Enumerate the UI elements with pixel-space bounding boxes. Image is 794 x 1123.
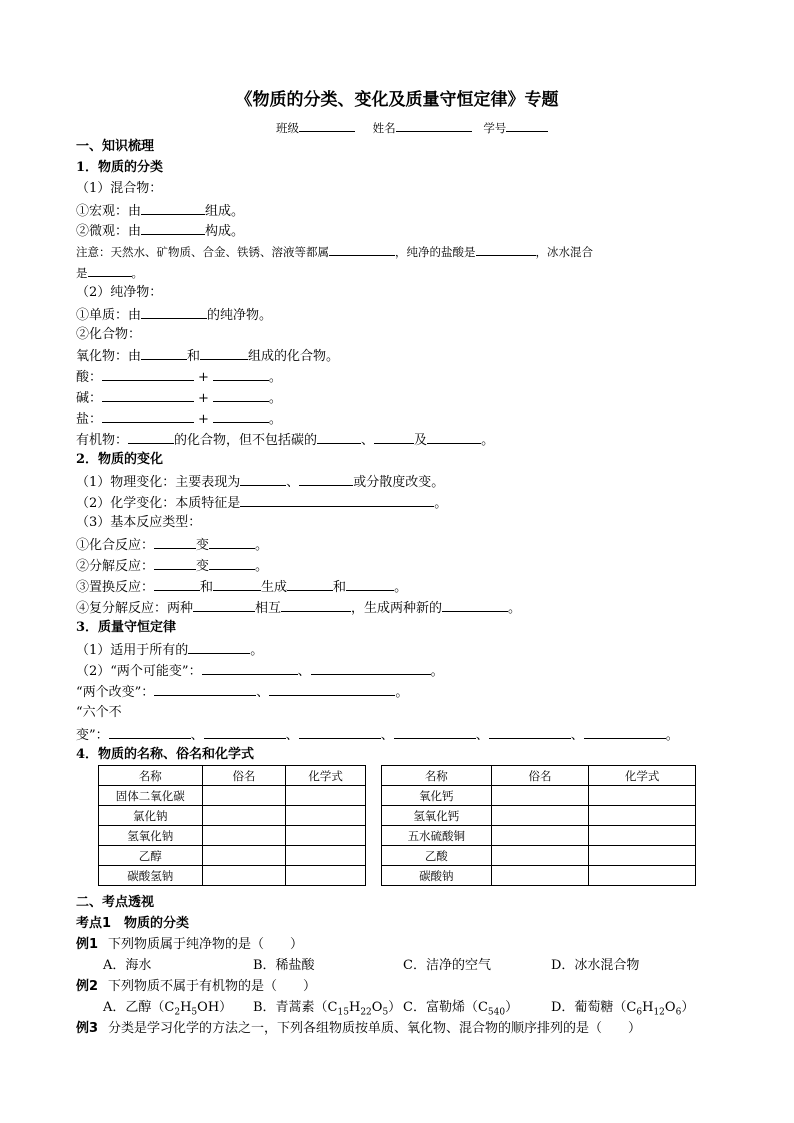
mixture-label: （1）混合物： bbox=[76, 181, 163, 196]
number-blank[interactable] bbox=[506, 119, 548, 132]
table-row bbox=[99, 826, 366, 846]
subheading-classification: 1．物质的分类 bbox=[76, 160, 164, 175]
substance-name: 乙醇 bbox=[99, 846, 203, 866]
blank[interactable] bbox=[299, 473, 353, 486]
blank[interactable] bbox=[281, 599, 351, 612]
blank[interactable] bbox=[476, 243, 536, 256]
blank[interactable] bbox=[240, 473, 286, 486]
blank[interactable] bbox=[141, 222, 205, 235]
blank[interactable] bbox=[102, 368, 194, 381]
substance-name: 固体二氧化碳 bbox=[99, 786, 203, 806]
note-line-2: 是 。 bbox=[76, 266, 143, 280]
note-line: 注意：天然水、矿物质、合金、铁锈、溶液等都属 ，纯净的盐酸是 ，冰水混合 bbox=[76, 245, 593, 259]
acid-line: 酸： + 。 bbox=[76, 370, 282, 385]
blank[interactable] bbox=[141, 202, 205, 215]
formula-cell[interactable] bbox=[589, 786, 696, 806]
blank[interactable] bbox=[374, 431, 414, 444]
formula-cell[interactable] bbox=[589, 846, 696, 866]
substance-name: 碳酸钠 bbox=[382, 866, 492, 886]
names-table-left bbox=[98, 765, 366, 886]
blank[interactable] bbox=[213, 389, 269, 402]
blank[interactable] bbox=[154, 578, 200, 591]
blank[interactable] bbox=[128, 431, 174, 444]
common-name-cell[interactable] bbox=[491, 866, 589, 886]
common-name-cell[interactable] bbox=[491, 806, 589, 826]
law-unchanged-line: 变”： 、 、 、 、 、 。 bbox=[76, 728, 679, 743]
section-heading-2: 二、考点透视 bbox=[76, 895, 155, 910]
blank[interactable] bbox=[489, 726, 571, 739]
example-1-option-c[interactable]: C．洁净的空气 bbox=[403, 958, 491, 973]
blank[interactable] bbox=[209, 536, 255, 549]
blank[interactable] bbox=[287, 578, 333, 591]
example-2-option-b[interactable]: B．青蒿素$(C_{15}H_{22}O_5)$ bbox=[253, 1000, 402, 1018]
law-must-change-line: “两个改变”： 、 。 bbox=[76, 685, 409, 700]
example-3-question: 例3 分类是学习化学的方法之一，下列各组物质按单质、氧化物、混合物的顺序排列的是（ ） bbox=[76, 1021, 642, 1036]
names-table-right bbox=[381, 765, 696, 886]
table-row bbox=[99, 806, 366, 826]
header-common-name: 俗名 bbox=[491, 766, 589, 786]
common-name-cell[interactable] bbox=[202, 866, 286, 886]
blank[interactable] bbox=[213, 368, 269, 381]
blank[interactable] bbox=[109, 726, 191, 739]
blank[interactable] bbox=[213, 410, 269, 423]
example-2-option-c[interactable]: C．富勒烯$(C_{540})$ bbox=[403, 1000, 519, 1018]
blank[interactable] bbox=[154, 557, 196, 570]
organic-line: 有机物： 的化合物，但不包括碳的 、 及 。 bbox=[76, 433, 495, 448]
base-line: 碱： + 。 bbox=[76, 391, 282, 406]
table-row bbox=[382, 806, 696, 826]
decomposition-line: ②分解反应： 变 。 bbox=[76, 559, 269, 574]
class-blank[interactable] bbox=[299, 119, 355, 132]
header-common-name: 俗名 bbox=[202, 766, 286, 786]
blank[interactable] bbox=[209, 557, 255, 570]
pure-label: （2）纯净物： bbox=[76, 285, 163, 300]
blank[interactable] bbox=[346, 578, 394, 591]
blank[interactable] bbox=[269, 683, 395, 696]
name-blank[interactable] bbox=[396, 119, 472, 132]
blank[interactable] bbox=[188, 641, 250, 654]
table-header-row bbox=[99, 766, 366, 786]
basic-types-label: （3）基本反应类型： bbox=[76, 515, 202, 530]
blank[interactable] bbox=[394, 726, 476, 739]
substance-name: 氢氧化钙 bbox=[382, 806, 492, 826]
blank[interactable] bbox=[141, 347, 187, 360]
combination-line: ①化合反应： 变 。 bbox=[76, 538, 269, 553]
blank[interactable] bbox=[154, 536, 196, 549]
header-formula: 化学式 bbox=[286, 766, 366, 786]
header-name: 名称 bbox=[382, 766, 492, 786]
displacement-line: ③置换反应： 和 生成 和 。 bbox=[76, 580, 408, 595]
blank[interactable] bbox=[193, 599, 255, 612]
substance-name: 氧化钙 bbox=[382, 786, 492, 806]
blank[interactable] bbox=[102, 410, 194, 423]
formula-cell[interactable] bbox=[589, 826, 696, 846]
blank[interactable] bbox=[202, 662, 298, 675]
element-line: ①单质：由 的纯净物。 bbox=[76, 308, 273, 323]
number-label: 学号 bbox=[483, 121, 507, 135]
blank[interactable] bbox=[88, 264, 132, 277]
law-six-label: “六个不 bbox=[76, 705, 122, 720]
example-1-option-d[interactable]: D．冰水混合物 bbox=[551, 958, 640, 973]
physical-line: （1）物理变化：主要表现为 、 或分散度改变。 bbox=[76, 475, 445, 490]
substance-name: 氢氧化钠 bbox=[99, 826, 203, 846]
header-name: 名称 bbox=[99, 766, 203, 786]
table-row bbox=[99, 866, 366, 886]
macro-line: ①宏观：由 组成。 bbox=[76, 204, 245, 219]
section-heading-1: 一、知识梳理 bbox=[76, 139, 155, 154]
name-label: 姓名 bbox=[372, 121, 396, 135]
common-name-cell[interactable] bbox=[491, 786, 589, 806]
formula-cell[interactable] bbox=[589, 806, 696, 826]
blank[interactable] bbox=[427, 431, 481, 444]
blank[interactable] bbox=[317, 431, 361, 444]
blank[interactable] bbox=[299, 726, 381, 739]
micro-line: ②微观：由 构成。 bbox=[76, 224, 245, 239]
common-name-cell[interactable] bbox=[202, 826, 286, 846]
blank[interactable] bbox=[329, 243, 395, 256]
example-2-question: 例2 下列物质不属于有机物的是（ ） bbox=[76, 979, 317, 994]
table-row bbox=[382, 786, 696, 806]
header-formula: 化学式 bbox=[589, 766, 696, 786]
law-may-change-line: （2）“两个可能变”： 、 。 bbox=[76, 664, 444, 679]
blank[interactable] bbox=[442, 599, 508, 612]
table-row bbox=[382, 846, 696, 866]
class-label: 班级 bbox=[276, 121, 299, 135]
law-scope-line: （1）适用于所有的 。 bbox=[76, 643, 264, 658]
common-name-cell[interactable] bbox=[491, 846, 589, 866]
table-header-row bbox=[382, 766, 696, 786]
blank[interactable] bbox=[311, 662, 431, 675]
table-row bbox=[99, 846, 366, 866]
substance-name: 五水硫酸铜 bbox=[382, 826, 492, 846]
compound-label: ②化合物： bbox=[76, 327, 142, 342]
table-row bbox=[382, 866, 696, 886]
substance-name: 氯化钠 bbox=[99, 806, 203, 826]
example-1-question: 例1 下列物质属于纯净物的是（ ） bbox=[76, 937, 304, 952]
substance-name: 碳酸氢钠 bbox=[99, 866, 203, 886]
blank[interactable] bbox=[102, 389, 194, 402]
subheading-names-table: 4．物质的名称、俗名和化学式 bbox=[76, 747, 255, 762]
formula-cell[interactable] bbox=[589, 866, 696, 886]
formula-cell[interactable] bbox=[286, 846, 366, 866]
common-name-cell[interactable] bbox=[202, 846, 286, 866]
example-2-option-a[interactable]: A．乙醇$(C_2H_5OH)$ bbox=[103, 1000, 233, 1018]
subheading-change: 2．物质的变化 bbox=[76, 452, 164, 467]
example-1-option-b[interactable]: B．稀盐酸 bbox=[253, 958, 315, 973]
blank[interactable] bbox=[213, 578, 261, 591]
chemical-line: （2）化学变化：本质特征是 。 bbox=[76, 496, 448, 511]
blank[interactable] bbox=[200, 347, 248, 360]
oxide-line: 氧化物：由 和 组成的化合物。 bbox=[76, 349, 340, 364]
salt-line: 盐： + 。 bbox=[76, 412, 282, 427]
formula-cell[interactable] bbox=[286, 826, 366, 846]
blank[interactable] bbox=[141, 306, 207, 319]
table-row bbox=[99, 786, 366, 806]
blank[interactable] bbox=[154, 683, 256, 696]
blank[interactable] bbox=[584, 726, 666, 739]
blank[interactable] bbox=[240, 494, 434, 507]
exam-point-1: 考点1 物质的分类 bbox=[76, 916, 190, 931]
table-row bbox=[382, 826, 696, 846]
formula-cell[interactable] bbox=[286, 806, 366, 826]
formula-cell[interactable] bbox=[286, 786, 366, 806]
example-2-option-d[interactable]: D．葡萄糖$(C_6H_{12}O_6)$ bbox=[551, 1000, 695, 1018]
common-name-cell[interactable] bbox=[202, 806, 286, 826]
subheading-conservation: 3．质量守恒定律 bbox=[76, 620, 177, 635]
common-name-cell[interactable] bbox=[491, 826, 589, 846]
page-title: 《物质的分类、变化及质量守恒定律》专题 bbox=[235, 90, 559, 110]
substance-name: 乙酸 bbox=[382, 846, 492, 866]
blank[interactable] bbox=[204, 726, 286, 739]
example-1-option-a[interactable]: A．海水 bbox=[103, 958, 152, 973]
double-displacement-line: ④复分解反应：两种 相互 ，生成两种新的 。 bbox=[76, 601, 522, 616]
formula-cell[interactable] bbox=[286, 866, 366, 886]
student-info bbox=[276, 119, 548, 136]
common-name-cell[interactable] bbox=[202, 786, 286, 806]
